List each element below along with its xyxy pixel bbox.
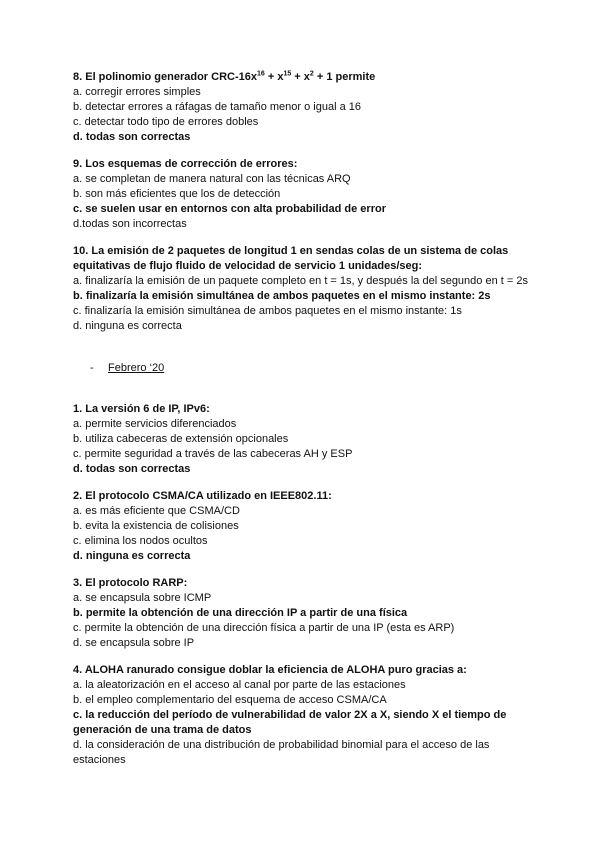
question-3 xyxy=(73,576,533,651)
option-a: a. se encapsula sobre ICMP xyxy=(73,592,212,604)
option-a: a. permite servicios diferenciados xyxy=(73,418,237,430)
question-title: 3. El protocolo RARP: xyxy=(73,577,188,589)
question-10 xyxy=(73,244,533,334)
option-b: b. detectar errores a ráfagas de tamaño menor o igual a 16 xyxy=(73,101,362,113)
question-title: 9. Los esquemas de corrección de errores: xyxy=(73,158,298,170)
question-9 xyxy=(73,157,533,232)
option-c: c. permite seguridad a través de las cabeceras AH y ESP xyxy=(73,448,353,460)
option-c: c. permite la obtención de una dirección física a partir de una IP (esta es ARP) xyxy=(73,622,455,634)
option-b-correct: b. permite la obtención de una dirección IP a partir de una física xyxy=(73,607,408,619)
option-d: d.todas son incorrectas xyxy=(73,218,187,230)
option-c: c. elimina los nodos ocultos xyxy=(73,535,208,547)
question-2 xyxy=(73,489,533,564)
question-title: 4. ALOHA ranurado consigue doblar la eficiencia de ALOHA puro gracias a: xyxy=(73,664,467,676)
question-1 xyxy=(73,402,533,477)
option-b: b. el empleo complementario del esquema de acceso CSMA/CA xyxy=(73,694,387,706)
option-d: d. la consideración de una distribución de probabilidad binomial para el acceso de las estaciones xyxy=(73,739,490,766)
option-d: d. ninguna es correcta xyxy=(73,320,182,332)
option-d: d. se encapsula sobre IP xyxy=(73,637,195,649)
section-label: Febrero ‘20 xyxy=(108,362,165,374)
document-page xyxy=(73,70,533,780)
option-d-correct: d. ninguna es correcta xyxy=(73,550,191,562)
question-8 xyxy=(73,70,533,145)
option-b: b. son más eficientes que los de detección xyxy=(73,188,281,200)
option-c: c. detectar todo tipo de errores dobles xyxy=(73,116,259,128)
option-a: a. corregir errores simples xyxy=(73,86,201,98)
option-a: a. la aleatorización en el acceso al canal por parte de las estaciones xyxy=(73,679,406,691)
option-d-correct: d. todas son correctas xyxy=(73,463,191,475)
question-title: 10. La emisión de 2 paquetes de longitud 1 en sendas colas de un sistema de colas equitativas de flujo fluido de velocidad de servicio 1 unidades/seg: xyxy=(73,245,509,272)
option-a: a. finalizaría la emisión de un paquete completo en t = 1s, y después la del segundo en t = 2s xyxy=(73,275,528,287)
question-title: 2. El protocolo CSMA/CA utilizado en IEEE802.11: xyxy=(73,490,332,502)
option-b: b. evita la existencia de colisiones xyxy=(73,520,239,532)
option-b: b. utiliza cabeceras de extensión opcionales xyxy=(73,433,289,445)
section-heading xyxy=(90,361,533,376)
question-title: 8. El polinomio generador CRC-$16x^{16} + x^{15} + x^2 + 1$ permite xyxy=(73,70,376,83)
question-4 xyxy=(73,663,533,768)
option-c: c. finalizaría la emisión simultánea de ambos paquetes en el mismo instante: 1s xyxy=(73,305,462,317)
option-c-correct: c. la reducción del período de vulnerabilidad de valor 2X a X, siendo X el tiempo de generación de una trama de datos xyxy=(73,709,507,736)
question-title: 1. La versión 6 de IP, IPv6: xyxy=(73,403,210,415)
option-a: a. es más eficiente que CSMA/CD xyxy=(73,505,240,517)
option-b-correct: b. finalizaría la emisión simultánea de ambos paquetes en el mismo instante: 2s xyxy=(73,290,491,302)
option-d-correct: d. todas son correctas xyxy=(73,131,191,143)
list-bullet: - xyxy=(90,362,94,374)
option-c-correct: c. se suelen usar en entornos con alta probabilidad de error xyxy=(73,203,386,215)
option-a: a. se completan de manera natural con las técnicas ARQ xyxy=(73,173,351,185)
